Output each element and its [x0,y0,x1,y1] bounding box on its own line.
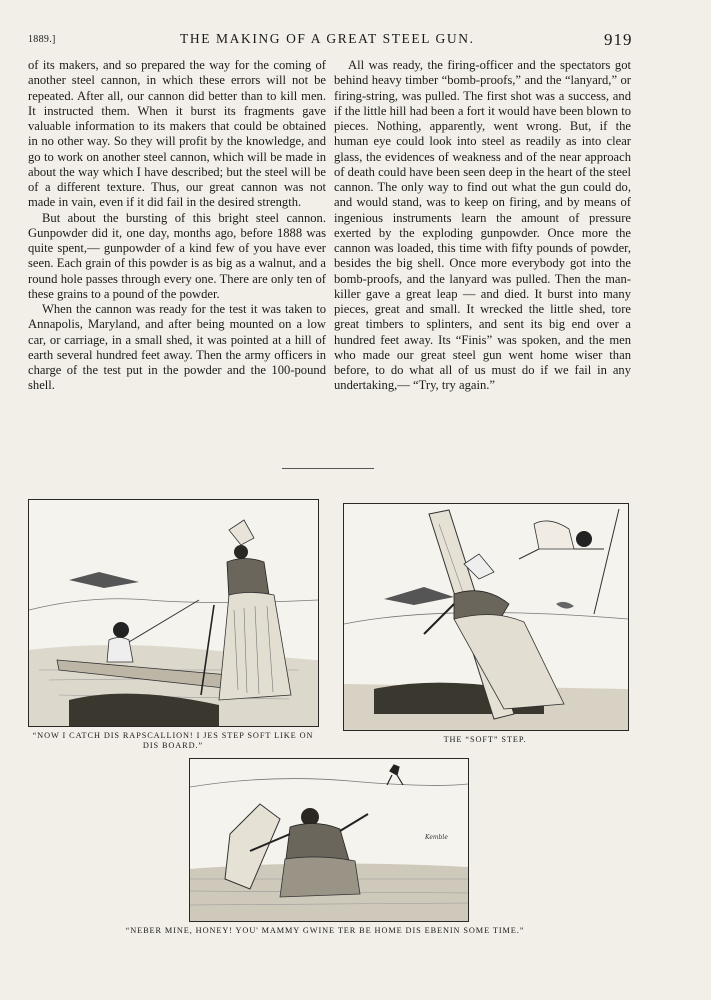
section-divider [282,468,374,469]
engraving-scene-1 [29,500,318,726]
right-column [334,58,631,394]
header-year: 1889.] [28,34,56,45]
illustration-boy-on-board [28,499,319,727]
engraving-scene-2 [344,504,628,730]
caption-illustration-2: THE “SOFT” STEP. [443,735,527,744]
caption-illustration-1: “NOW I CATCH DIS RAPSCALLION! I JES STEP SOFT LIKE ON DIS BOARD.” [32,731,314,750]
caption-illustration-3: “NEBER MINE, HONEY! YOU' MAMMY GWINE TER BE HOME DIS EBENIN SOME TIME.” [125,926,525,935]
paragraph: But about the bursting of this bright steel cannon. Gunpowder did it, one day, months ago, before 1888 was quite spent,— gunpowder of a kind few of you have ever seen. Each grain of this powder is as big as a walnut, and a round hole passes through every one. There are only ten of these grains to a pound of the powder. [28,210,326,301]
paragraph: All was ready, the firing-officer and the spectators got behind heavy timber “bomb-proofs,” and the “lanyard,” or firing-string, was pulled. The first shot was a success, and if the little hill had been a fort it would have been blown to pieces. Nothing, apparently, went wrong. But, if the human eye could look into steel as readily as into clear glass, the evidences of weakness and of the near approach of death could have been seen deep in the heart of the steel cannon. The only way to find out what the gun could do, and would stand, was to keep on firing, and by means of ingenious instruments learn the amount of pressure exerted by the exploding gunpowder. Once more the cannon was loaded, this time with fifty pounds of powder, besides the big shell. Once more everybody got into the bomb-proofs, and the lanyard was pulled. Then the man-killer gave a great leap — and died. It burst into many pieces, great and small. It wrecked the little shed, tore great timbers to splinters, and sent its big end over a hundred feet away. Its “Finis” was spoken, and the men who made our great steel gun went home wiser than before, to do what all of us must do if we fail in any undertaking,— “Try, try again.” [334,58,631,393]
paragraph: When the cannon was ready for the test it was taken to Annapolis, Maryland, and after being mounted on a low car, or carriage, in a small shed, it was pointed at a hill of earth several hundred feet away. Then the army officers in charge of the test put in the powder and the 100-pound shell. [28,302,326,393]
illustration-soft-step [343,503,629,731]
running-title: THE MAKING OF A GREAT STEEL GUN. [180,31,475,46]
page-number: 919 [604,30,633,49]
paragraph: of its makers, and so prepared the way for the coming of another steel cannon, in which these errors will not be repeated. After all, our cannon did better than to kill men. It instructed them. When it burst its fragments gave valuable information to its makers that could be obtained in no other way. So they will profit by the knowledge, and go to work on another steel cannon, which will be made in about the way which I have described; but the steel will be of a different texture. Thus, our great cannon was not made in vain, even if it did fail in the desired strength. [28,58,326,210]
illustration-mammy-wading [189,758,469,922]
artist-signature: Kemble [425,834,448,841]
left-column [28,58,326,394]
engraving-scene-3 [190,759,468,921]
